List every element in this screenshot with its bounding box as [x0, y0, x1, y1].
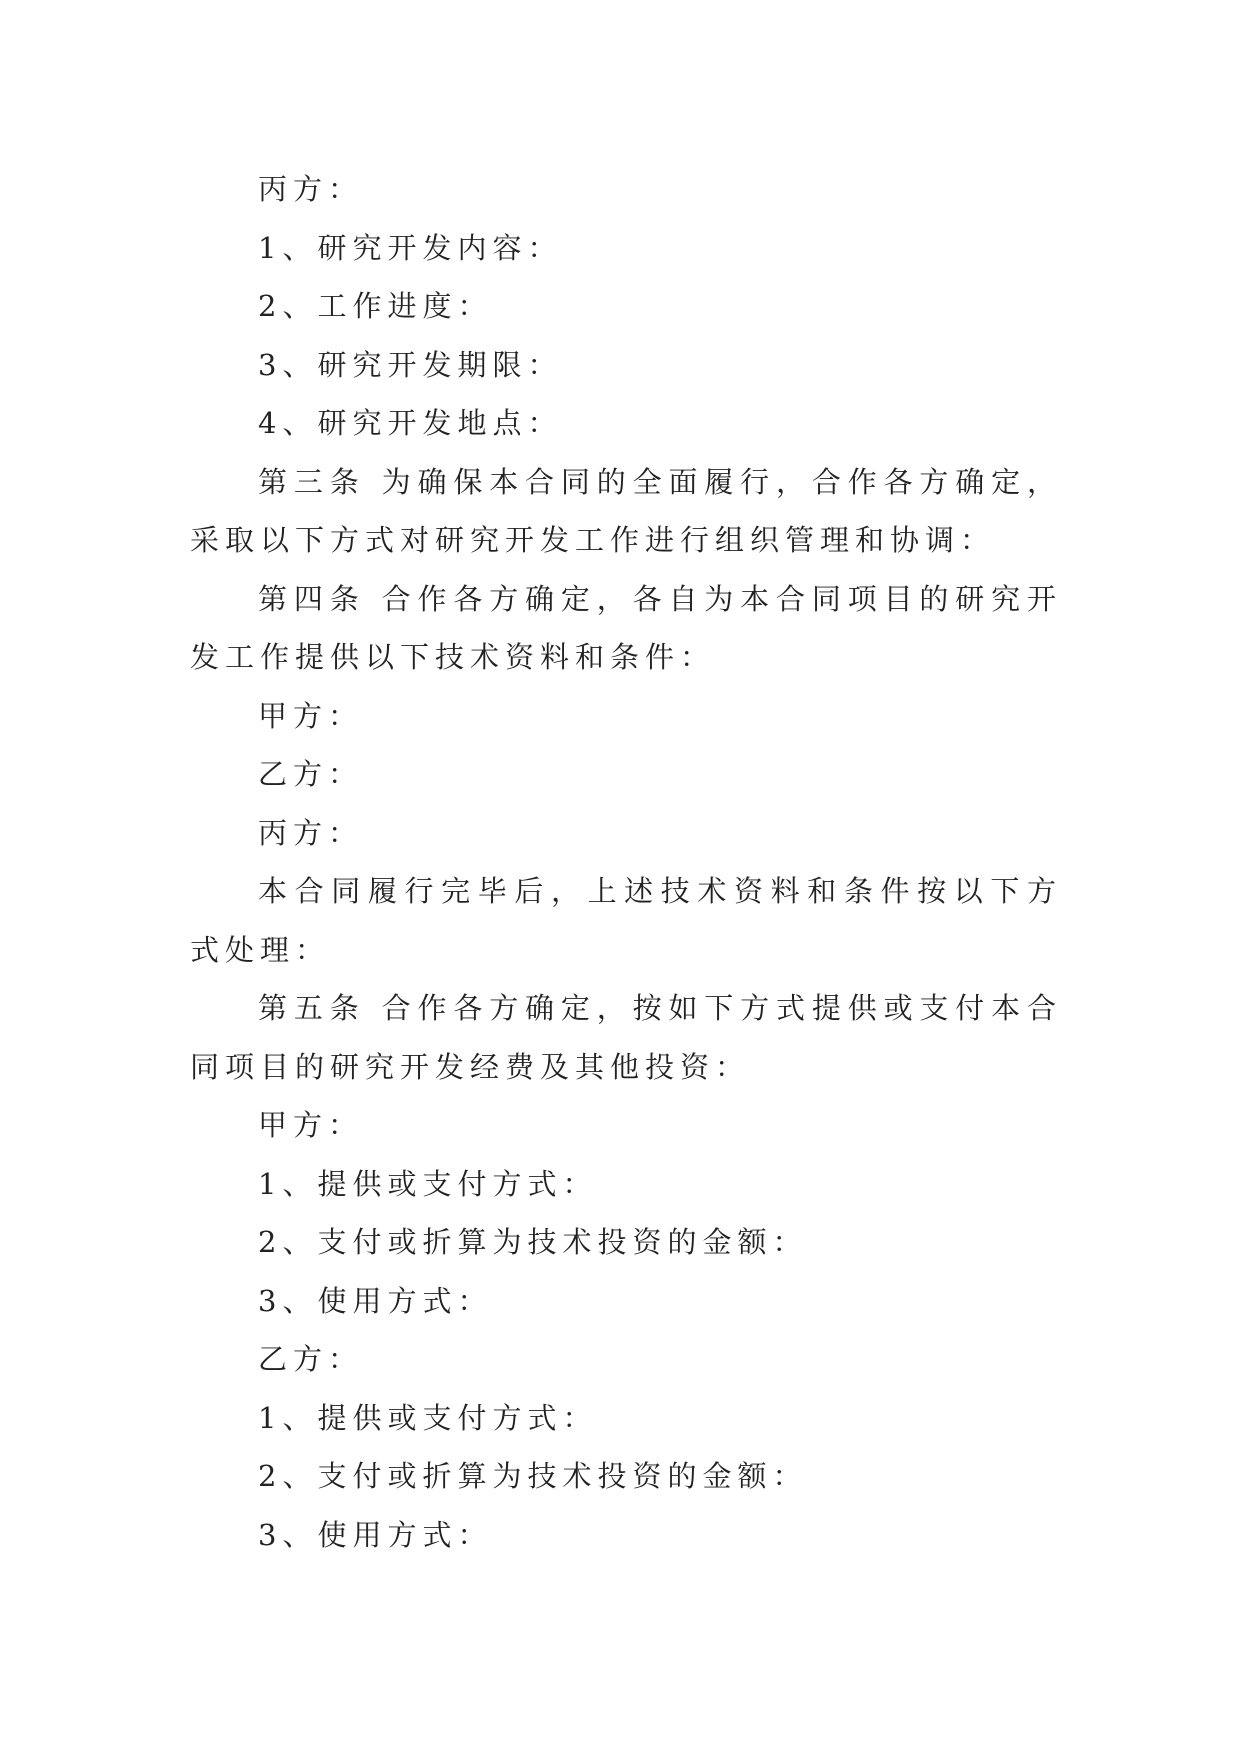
paragraph-party-a: 甲方：: [258, 698, 364, 733]
document-body: [190, 160, 1062, 1564]
paragraph-b-usage: 3、使用方式：: [258, 1517, 493, 1552]
paragraph-article-3: 第三条 为确保本合同的全面履行，合作各方确定，采取以下方式对研究开发工作进行组织管理和协调：: [190, 464, 1062, 557]
paragraph-party-a-2: 甲方：: [258, 1108, 364, 1142]
paragraph-rd-content: 1、研究开发内容：: [258, 230, 563, 265]
paragraph-a-payment-method: 1、提供或支付方式：: [258, 1166, 598, 1201]
paragraph-party-c-2: 丙方：: [258, 815, 364, 850]
paragraph-work-progress: 2、工作进度：: [258, 289, 493, 323]
paragraph-a-amount: 2、支付或折算为技术投资的金额：: [258, 1225, 808, 1259]
paragraph-article-5: 第五条 合作各方确定，按如下方式提供或支付本合同项目的研究开发经费及其他投资：: [190, 991, 1062, 1084]
paragraph-a-usage: 3、使用方式：: [258, 1283, 493, 1318]
paragraph-b-amount: 2、支付或折算为技术投资的金额：: [258, 1459, 808, 1493]
paragraph-party-b-2: 乙方：: [258, 1342, 364, 1376]
paragraph-rd-period: 3、研究开发期限：: [258, 347, 563, 382]
paragraph-b-payment-method: 1、提供或支付方式：: [258, 1400, 598, 1435]
paragraph-article-4: 第四条 合作各方确定，各自为本合同项目的研究开发工作提供以下技术资料和条件：: [190, 581, 1062, 674]
paragraph-rd-location: 4、研究开发地点：: [258, 406, 563, 440]
paragraph-post-completion: 本合同履行完毕后，上述技术资料和条件按以下方式处理：: [190, 874, 1062, 967]
paragraph-party-c: 丙方：: [258, 172, 364, 206]
paragraph-party-b: 乙方：: [258, 757, 364, 791]
